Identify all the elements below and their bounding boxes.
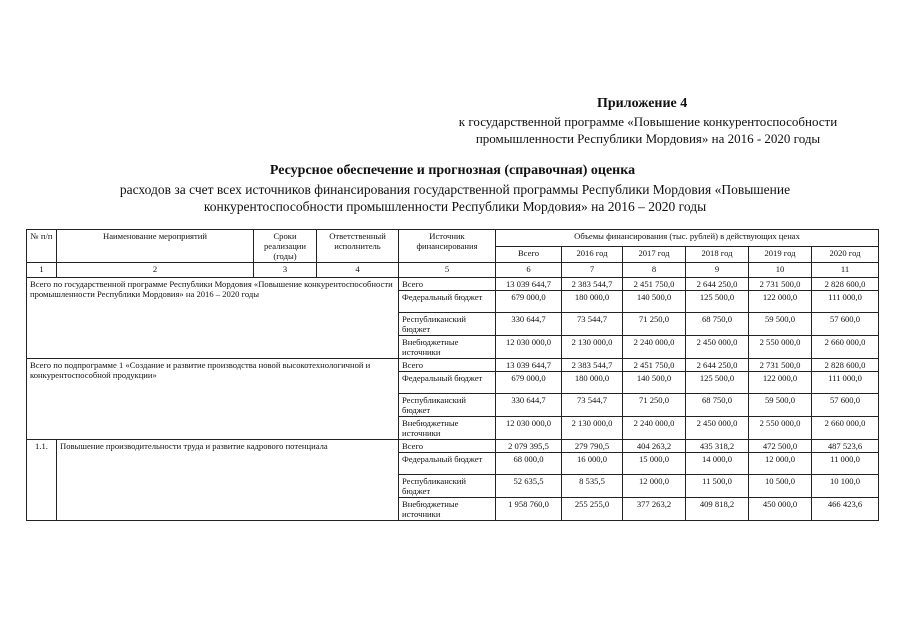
value-year: 466 423,6 — [812, 498, 879, 521]
header-executor: Ответственный исполнитель — [317, 230, 399, 263]
table-row — [27, 359, 879, 372]
value-year: 2 383 544,7 — [562, 359, 623, 372]
funding-source: Внебюджетные источники — [399, 498, 496, 521]
value-year: 16 000,0 — [562, 453, 623, 475]
value-year: 12 000,0 — [749, 453, 812, 475]
value-year: 8 535,5 — [562, 475, 623, 498]
index-cell: 2 — [57, 263, 254, 278]
value-year: 125 500,0 — [686, 291, 749, 313]
index-cell: 11 — [812, 263, 879, 278]
value-total: 679 000,0 — [496, 291, 562, 313]
value-year: 71 250,0 — [623, 394, 686, 417]
value-year: 2 828 600,0 — [812, 359, 879, 372]
value-year: 2 450 000,0 — [686, 336, 749, 359]
value-year: 125 500,0 — [686, 372, 749, 394]
index-row — [27, 263, 879, 278]
value-year: 2 451 750,0 — [623, 359, 686, 372]
value-year: 377 263,2 — [623, 498, 686, 521]
value-year: 71 250,0 — [623, 313, 686, 336]
value-total: 12 030 000,0 — [496, 336, 562, 359]
funding-source: Внебюджетные источники — [399, 336, 496, 359]
value-year: 12 000,0 — [623, 475, 686, 498]
value-year: 14 000,0 — [686, 453, 749, 475]
funding-source: Федеральный бюджет — [399, 291, 496, 313]
index-cell: 8 — [623, 263, 686, 278]
header-2019: 2019 год — [749, 246, 812, 263]
value-year: 111 000,0 — [812, 291, 879, 313]
header-name: Наименование мероприятий — [57, 230, 254, 263]
document-subtitle — [60, 181, 850, 215]
item-name: Повышение производительности труда и развитие кадрового потенциала — [57, 440, 399, 521]
value-year: 59 500,0 — [749, 394, 812, 417]
index-cell: 1 — [27, 263, 57, 278]
document-subtitle-line2: конкурентоспособности промышленности Республики Мордовия» на 2016 – 2020 годы — [203, 199, 707, 214]
value-total: 1 958 760,0 — [496, 498, 562, 521]
value-year: 180 000,0 — [562, 291, 623, 313]
value-total: 12 030 000,0 — [496, 417, 562, 440]
value-year: 435 318,2 — [686, 440, 749, 453]
table-row — [27, 440, 879, 453]
item-number: 1.1. — [27, 440, 57, 521]
document-title: Ресурсное обеспечение и прогнозная (справочная) оценка — [269, 163, 636, 178]
header-2020: 2020 год — [812, 246, 879, 263]
value-year: 2 130 000,0 — [562, 417, 623, 440]
funding-source: Республиканский бюджет — [399, 475, 496, 498]
value-year: 2 240 000,0 — [623, 417, 686, 440]
funding-source: Всего — [399, 278, 496, 291]
index-cell: 9 — [686, 263, 749, 278]
value-total: 2 079 395,5 — [496, 440, 562, 453]
value-year: 140 500,0 — [623, 372, 686, 394]
funding-source: Федеральный бюджет — [399, 453, 496, 475]
header-volumes: Объемы финансирования (тыс. рублей) в действующих ценах — [496, 230, 879, 247]
value-year: 2 660 000,0 — [812, 336, 879, 359]
index-cell: 7 — [562, 263, 623, 278]
appendix-subtitle-line1: к государственной программе «Повышение конкурентоспособности — [458, 114, 838, 129]
group-name: Всего по государственной программе Республики Мордовия «Повышение конкурентоспособности промышленности Республики Мордовия» на 2016 – 2020 годы — [27, 278, 399, 359]
value-year: 487 523,6 — [812, 440, 879, 453]
value-year: 2 828 600,0 — [812, 278, 879, 291]
header-term: Сроки реализации (годы) — [254, 230, 317, 263]
value-year: 472 500,0 — [749, 440, 812, 453]
value-year: 2 731 500,0 — [749, 359, 812, 372]
value-year: 68 750,0 — [686, 313, 749, 336]
value-year: 409 818,2 — [686, 498, 749, 521]
value-total: 13 039 644,7 — [496, 359, 562, 372]
value-year: 255 255,0 — [562, 498, 623, 521]
value-year: 122 000,0 — [749, 372, 812, 394]
value-year: 2 550 000,0 — [749, 336, 812, 359]
funding-source: Всего — [399, 359, 496, 372]
financing-table — [26, 229, 879, 521]
value-year: 140 500,0 — [623, 291, 686, 313]
funding-source: Всего — [399, 440, 496, 453]
value-year: 57 600,0 — [812, 313, 879, 336]
value-year: 279 790,5 — [562, 440, 623, 453]
value-year: 2 660 000,0 — [812, 417, 879, 440]
funding-source: Внебюджетные источники — [399, 417, 496, 440]
value-year: 10 100,0 — [812, 475, 879, 498]
document-subtitle-line1: расходов за счет всех источников финансирования государственной программы Республики Мордовия «Повышение — [119, 182, 791, 197]
appendix-subtitle-line2: промышленности Республики Мордовия» на 2016 - 2020 годы — [475, 131, 821, 146]
value-year: 2 550 000,0 — [749, 417, 812, 440]
value-year: 73 544,7 — [562, 394, 623, 417]
header-total: Всего — [496, 246, 562, 263]
value-year: 180 000,0 — [562, 372, 623, 394]
index-cell: 5 — [399, 263, 496, 278]
value-total: 52 635,5 — [496, 475, 562, 498]
value-year: 59 500,0 — [749, 313, 812, 336]
value-year: 73 544,7 — [562, 313, 623, 336]
value-year: 2 383 544,7 — [562, 278, 623, 291]
value-year: 450 000,0 — [749, 498, 812, 521]
value-year: 10 500,0 — [749, 475, 812, 498]
header-source: Источник финансирования — [399, 230, 496, 263]
value-year: 11 000,0 — [812, 453, 879, 475]
group-name: Всего по подпрограмме 1 «Создание и развитие производства новой высокотехнологичной и конкурентоспособной продукции» — [27, 359, 399, 440]
value-total: 679 000,0 — [496, 372, 562, 394]
header-num: № п/п — [27, 230, 57, 263]
appendix-subtitle — [418, 113, 878, 147]
index-cell: 6 — [496, 263, 562, 278]
value-year: 2 450 000,0 — [686, 417, 749, 440]
value-year: 122 000,0 — [749, 291, 812, 313]
value-year: 2 644 250,0 — [686, 359, 749, 372]
value-year: 2 240 000,0 — [623, 336, 686, 359]
funding-source: Республиканский бюджет — [399, 394, 496, 417]
value-year: 111 000,0 — [812, 372, 879, 394]
value-year: 68 750,0 — [686, 394, 749, 417]
value-year: 2 451 750,0 — [623, 278, 686, 291]
value-year: 404 263,2 — [623, 440, 686, 453]
value-year: 15 000,0 — [623, 453, 686, 475]
header-2018: 2018 год — [686, 246, 749, 263]
value-year: 57 600,0 — [812, 394, 879, 417]
index-cell: 10 — [749, 263, 812, 278]
value-total: 330 644,7 — [496, 394, 562, 417]
funding-source: Федеральный бюджет — [399, 372, 496, 394]
index-cell: 3 — [254, 263, 317, 278]
appendix-title: Приложение 4 — [597, 96, 688, 111]
value-year: 11 500,0 — [686, 475, 749, 498]
value-total: 330 644,7 — [496, 313, 562, 336]
header-2017: 2017 год — [623, 246, 686, 263]
value-year: 2 731 500,0 — [749, 278, 812, 291]
table-row — [27, 278, 879, 291]
header-row-1 — [27, 230, 879, 247]
funding-source: Республиканский бюджет — [399, 313, 496, 336]
value-year: 2 644 250,0 — [686, 278, 749, 291]
value-total: 13 039 644,7 — [496, 278, 562, 291]
header-2016: 2016 год — [562, 246, 623, 263]
value-total: 68 000,0 — [496, 453, 562, 475]
value-year: 2 130 000,0 — [562, 336, 623, 359]
index-cell: 4 — [317, 263, 399, 278]
table-body — [27, 230, 879, 521]
